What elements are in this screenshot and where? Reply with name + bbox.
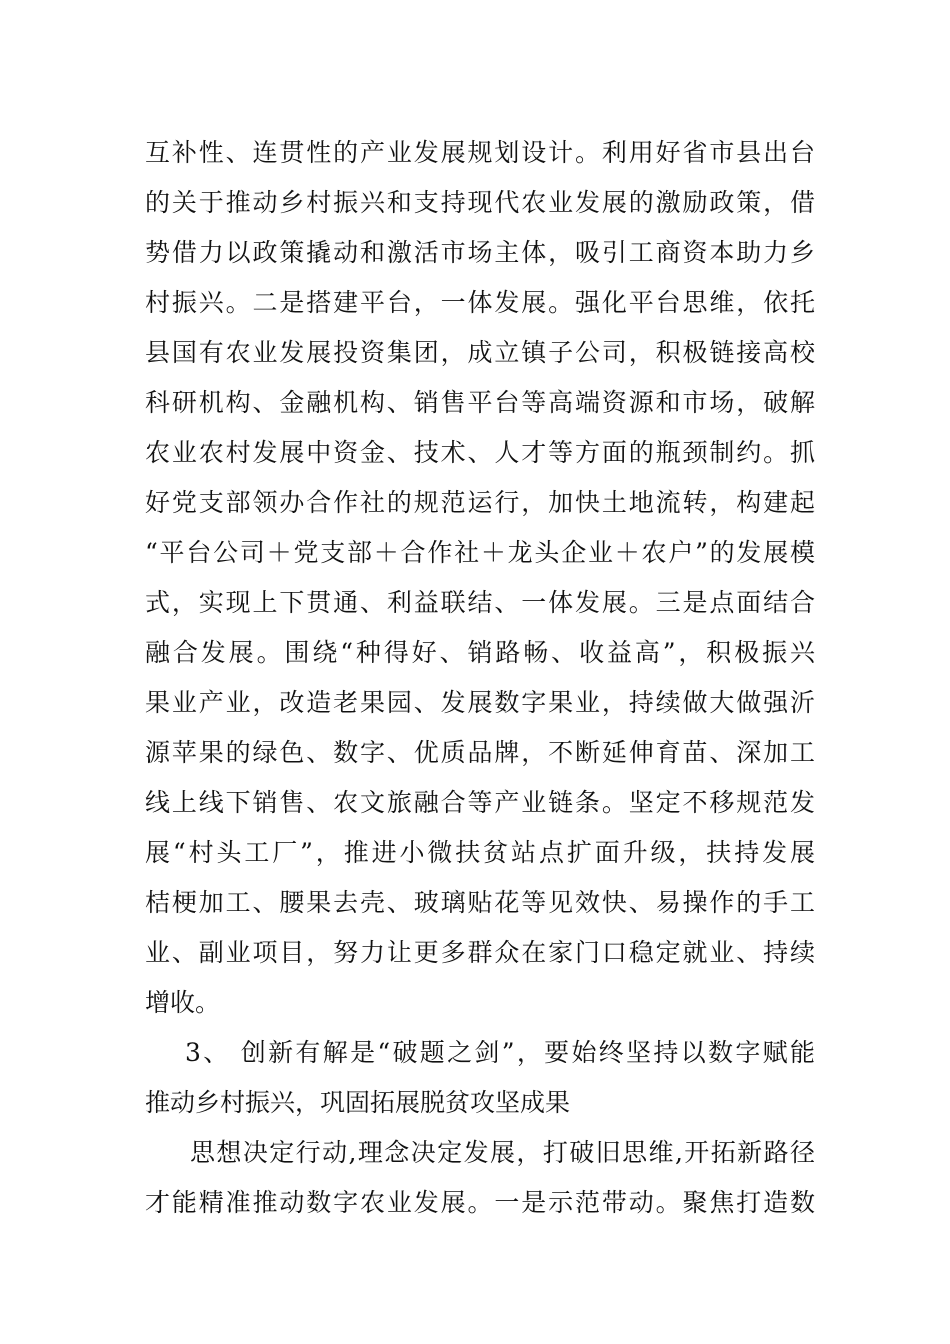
paragraph-line: 思想决定行动,理念决定发展，打破旧思维,开拓新路径 [190,1138,815,1167]
paragraph-line: 势借力以政策撬动和激活市场主体，吸引工商资本助力乡 [145,238,815,267]
paragraph-line: 线上线下销售、农文旅融合等产业链条。坚定不移规范发 [145,788,815,817]
paragraph-line: 才能精准推动数字农业发展。一是示范带动。聚焦打造数 [145,1188,815,1217]
paragraph-line: 展“村头工厂”，推进小微扶贫站点扩面升级，扶持发展 [145,838,815,867]
paragraph-line: 村振兴。二是搭建平台，一体发展。强化平台思维，依托 [145,288,815,317]
paragraph-line: 融合发展。围绕“种得好、销路畅、收益高”，积极振兴 [145,638,815,667]
paragraph-line: 式，实现上下贯通、利益联结、一体发展。三是点面结合 [145,588,815,617]
body-paragraph-2 [145,1128,815,1228]
section-heading-3 [145,1028,815,1128]
paragraph-line: 的关于推动乡村振兴和支持现代农业发展的激励政策，借 [145,188,815,217]
heading-line: 3、 创新有解是“破题之剑”，要始终坚持以数字赋能 [185,1038,815,1067]
body-paragraph-1 [145,128,815,1028]
paragraph-line: 县国有农业发展投资集团，成立镇子公司，积极链接高校 [145,338,815,367]
paragraph-line: 好党支部领办合作社的规范运行，加快土地流转，构建起 [145,488,815,517]
paragraph-line: 互补性、连贯性的产业发展规划设计。利用好省市县出台 [145,138,815,167]
paragraph-line: 科研机构、金融机构、销售平台等高端资源和市场，破解 [145,388,815,417]
heading-line: 推动乡村振兴，巩固拓展脱贫攻坚成果 [145,1088,571,1117]
paragraph-line: 桔梗加工、腰果去壳、玻璃贴花等见效快、易操作的手工 [145,888,815,917]
paragraph-line: 增收。 [145,988,221,1017]
paragraph-line: 果业产业，改造老果园、发展数字果业，持续做大做强沂 [145,688,815,717]
paragraph-line: “平台公司＋党支部＋合作社＋龙头企业＋农户”的发展模 [145,538,815,567]
paragraph-line: 源苹果的绿色、数字、优质品牌，不断延伸育苗、深加工 [145,738,815,767]
paragraph-line: 农业农村发展中资金、技术、人才等方面的瓶颈制约。抓 [145,438,815,467]
paragraph-line: 业、副业项目，努力让更多群众在家门口稳定就业、持续 [145,938,815,967]
